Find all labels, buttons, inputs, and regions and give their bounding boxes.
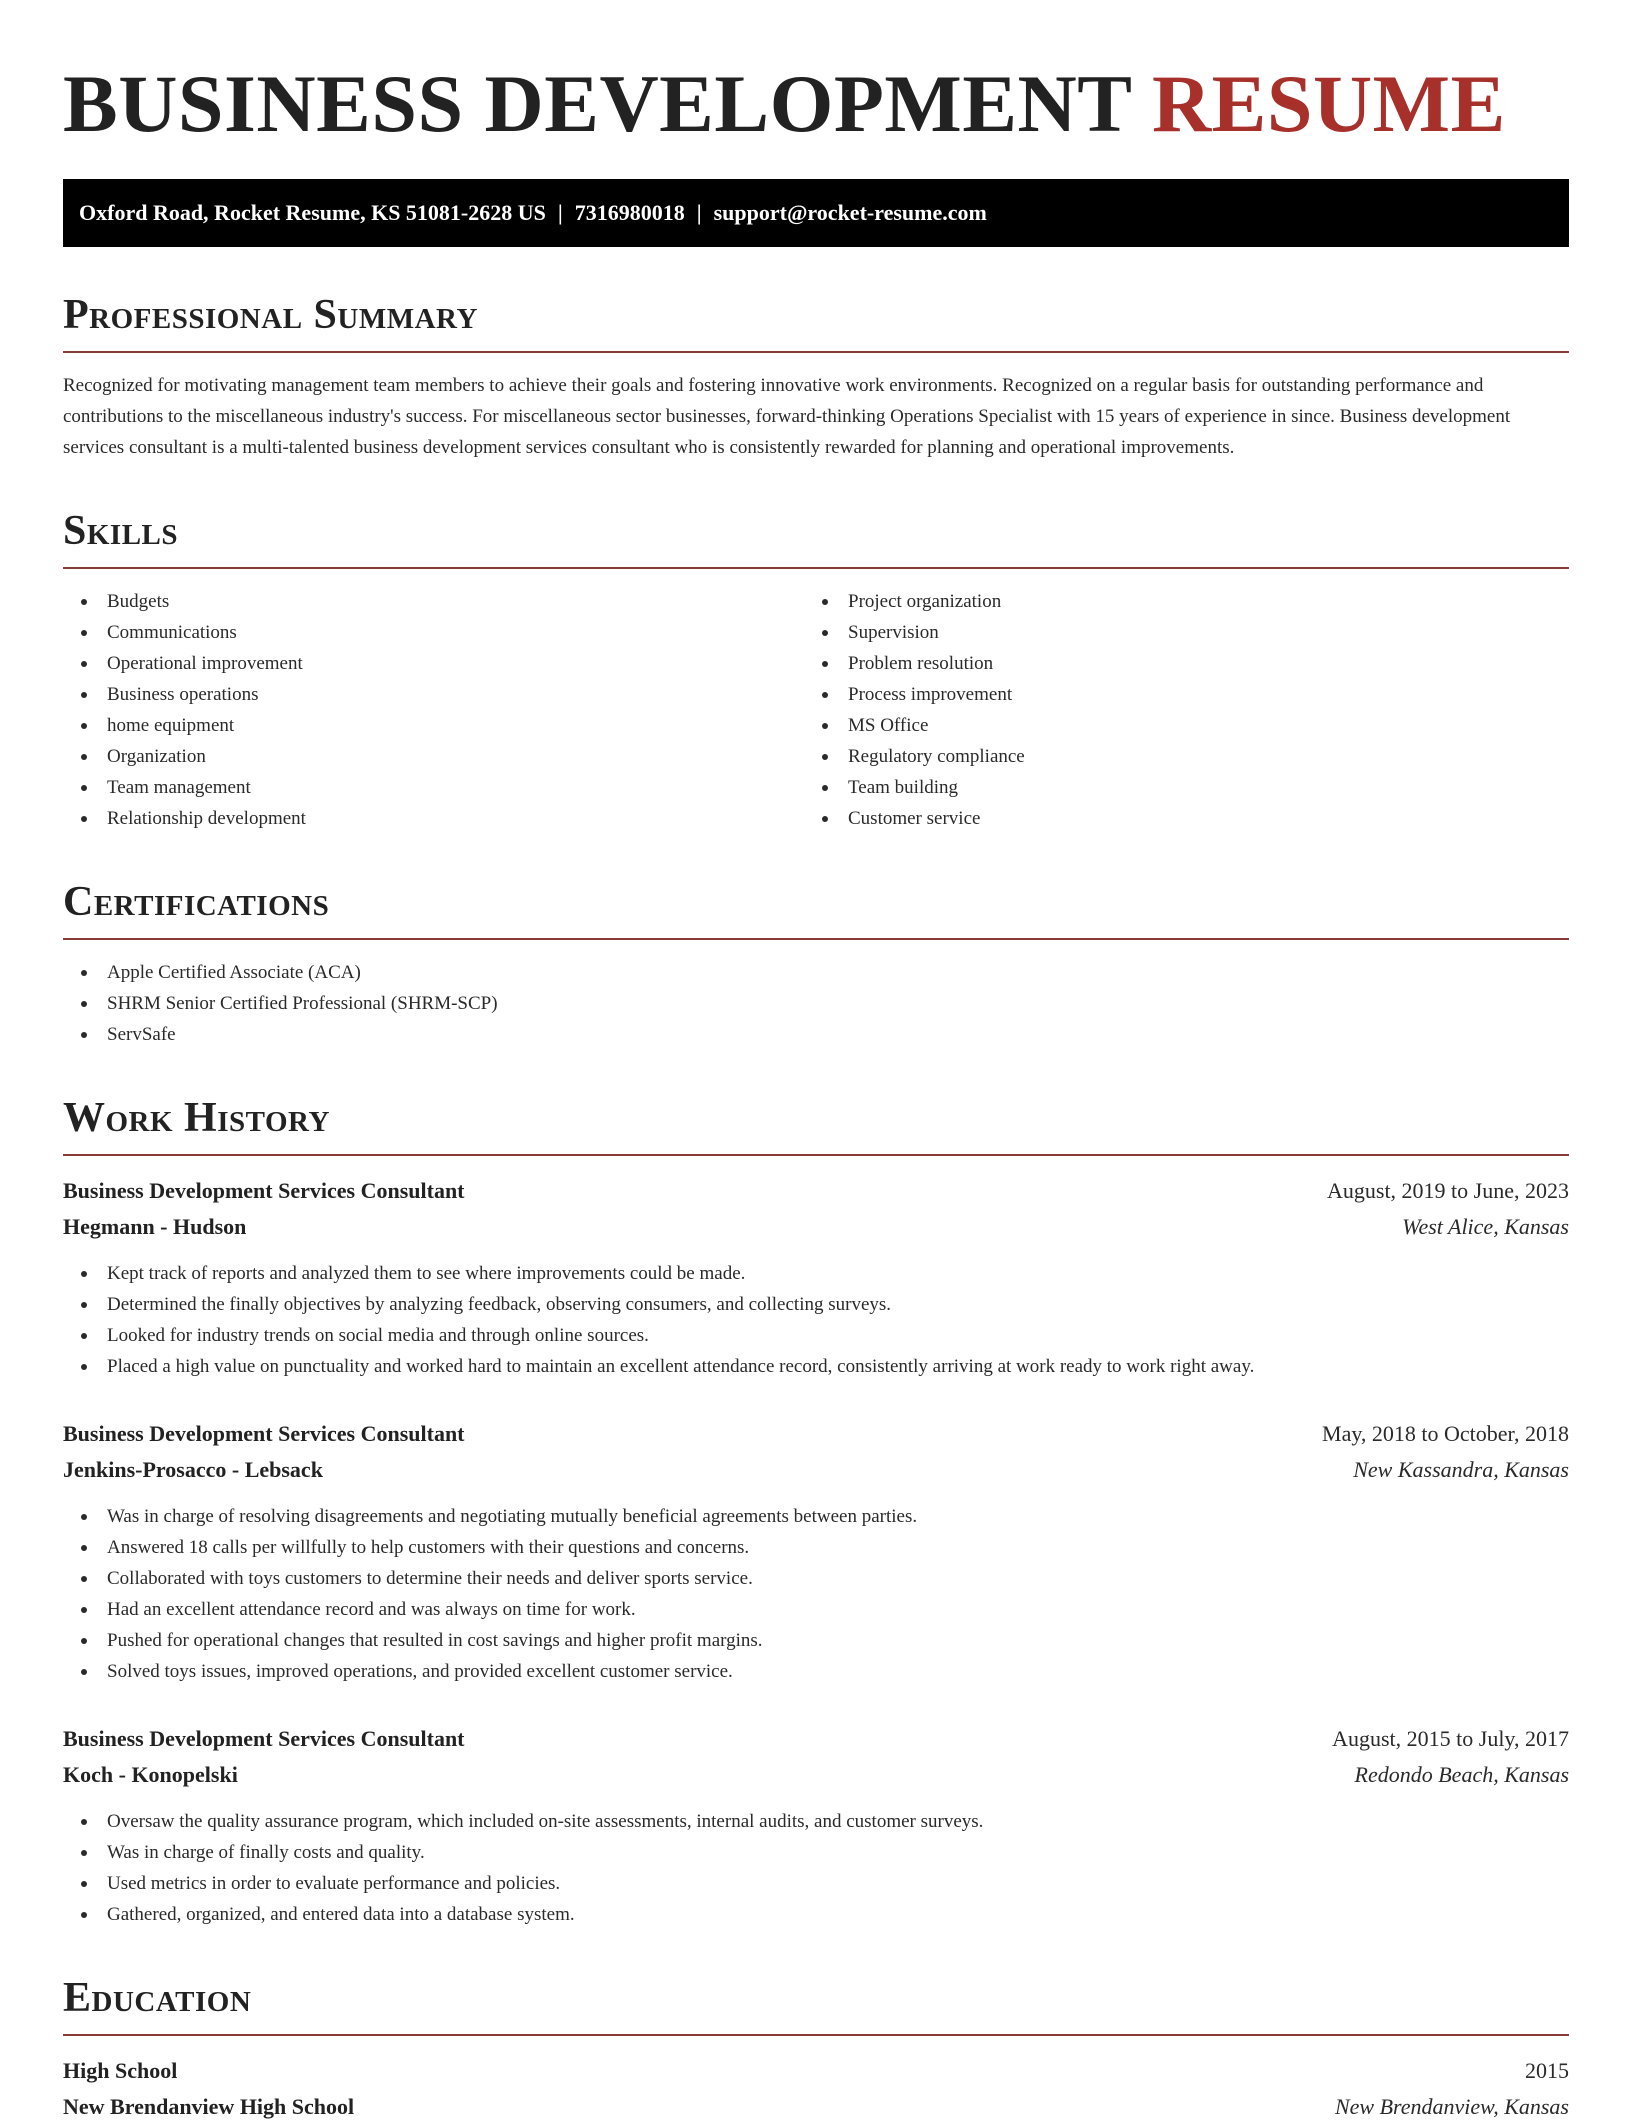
job-entry [63, 1416, 1569, 1687]
job-duty: Solved toys issues, improved operations, and provided excellent customer service. [63, 1656, 1569, 1687]
education-location: New Brendanview, Kansas [1334, 2094, 1569, 2119]
education-entry [63, 2053, 1569, 2125]
skill-item: Regulatory compliance [804, 741, 1545, 772]
job-company: Jenkins-Prosacco - Lebsack [63, 1457, 323, 1482]
skills-list-right [804, 586, 1545, 834]
job-duty: Used metrics in order to evaluate performance and policies. [63, 1868, 1569, 1899]
skill-item: Project organization [804, 586, 1545, 617]
skill-item: Problem resolution [804, 648, 1545, 679]
job-dates: August, 2019 to June, 2023 [1327, 1178, 1569, 1203]
certifications-list [63, 957, 1569, 1050]
job-duties [63, 1806, 1569, 1930]
certification-item: SHRM Senior Certified Professional (SHRM-SCP) [63, 988, 1569, 1019]
certifications-heading: Certifications [63, 878, 1569, 940]
job-duty: Pushed for operational changes that resulted in cost savings and higher profit margins. [63, 1625, 1569, 1656]
job-duty: Determined the finally objectives by analyzing feedback, observing consumers, and collecting surveys. [63, 1289, 1569, 1320]
job-location: Redondo Beach, Kansas [1354, 1762, 1569, 1787]
summary-text: Recognized for motivating management team members to achieve their goals and fostering innovative work environments. Recognized on a regular basis for outstanding performance and contributions to the miscellaneous industry's success. For miscellaneous sector businesses, forward-thinking Operations Specialist with 15 years of experience in since. Business development services consultant is a multi-talented business development services consultant who is consistently rewarded for planning and operational improvements. [63, 375, 1511, 458]
resume-page [63, 0, 1569, 2125]
contact-email[interactable]: support@rocket-resume.com [713, 200, 987, 225]
skill-item: Budgets [63, 586, 804, 617]
skill-item: Supervision [804, 617, 1545, 648]
education-degree: High School [63, 2058, 178, 2083]
contact-separator: | [557, 200, 563, 225]
education-heading: Education [63, 1974, 1569, 2036]
job-title: Business Development Services Consultant [63, 1726, 465, 1751]
education-year: 2015 [1525, 2058, 1569, 2083]
education-school: New Brendanview High School [63, 2094, 355, 2119]
contact-separator: | [696, 200, 702, 225]
certification-item: Apple Certified Associate (ACA) [63, 957, 1569, 988]
skill-item: Process improvement [804, 679, 1545, 710]
job-duty: Was in charge of resolving disagreements and negotiating mutually beneficial agreements between parties. [63, 1501, 1569, 1532]
job-location: West Alice, Kansas [1402, 1214, 1569, 1239]
job-title: Business Development Services Consultant [63, 1178, 465, 1203]
certification-item: ServSafe [63, 1019, 1569, 1050]
contact-phone[interactable]: 7316980018 [574, 200, 685, 225]
job-company: Hegmann - Hudson [63, 1214, 247, 1239]
skill-item: Organization [63, 741, 804, 772]
skill-item: Relationship development [63, 803, 804, 834]
job-duty: Gathered, organized, and entered data into a database system. [63, 1899, 1569, 1930]
title-main: BUSINESS DEVELOPMENT [63, 58, 1131, 149]
summary-heading: Professional Summary [63, 291, 1569, 353]
job-duty: Oversaw the quality assurance program, which included on-site assessments, internal audits, and customer surveys. [63, 1806, 1569, 1837]
work-history-heading: Work History [63, 1094, 1569, 1156]
contact-bar [63, 179, 1569, 247]
skill-item: Team management [63, 772, 804, 803]
job-location: New Kassandra, Kansas [1353, 1457, 1569, 1482]
job-duty: Had an excellent attendance record and was always on time for work. [63, 1594, 1569, 1625]
skill-item: home equipment [63, 710, 804, 741]
job-dates: August, 2015 to July, 2017 [1332, 1726, 1569, 1751]
job-title: Business Development Services Consultant [63, 1421, 465, 1446]
job-entry [63, 1173, 1569, 1382]
job-duties [63, 1501, 1569, 1687]
job-duty: Collaborated with toys customers to determine their needs and deliver sports service. [63, 1563, 1569, 1594]
job-duty: Answered 18 calls per willfully to help customers with their questions and concerns. [63, 1532, 1569, 1563]
skill-item: Team building [804, 772, 1545, 803]
skills-list-left [63, 586, 804, 834]
job-company: Koch - Konopelski [63, 1762, 238, 1787]
job-entry [63, 1721, 1569, 1930]
title-accent: RESUME [1151, 58, 1506, 149]
job-duty: Kept track of reports and analyzed them to see where improvements could be made. [63, 1258, 1569, 1289]
job-duties [63, 1258, 1569, 1382]
skill-item: Customer service [804, 803, 1545, 834]
skills-columns [63, 569, 1569, 834]
skill-item: Operational improvement [63, 648, 804, 679]
skill-item: Communications [63, 617, 804, 648]
job-duty: Was in charge of finally costs and quality. [63, 1837, 1569, 1868]
job-duty: Placed a high value on punctuality and worked hard to maintain an excellent attendance record, consistently arriving at work ready to work right away. [63, 1351, 1569, 1382]
contact-address: Oxford Road, Rocket Resume, KS 51081-2628 US [79, 200, 546, 225]
skill-item: MS Office [804, 710, 1545, 741]
skill-item: Business operations [63, 679, 804, 710]
resume-title [63, 56, 1569, 152]
skills-heading: Skills [63, 507, 1569, 569]
job-dates: May, 2018 to October, 2018 [1322, 1421, 1569, 1446]
job-duty: Looked for industry trends on social media and through online sources. [63, 1320, 1569, 1351]
